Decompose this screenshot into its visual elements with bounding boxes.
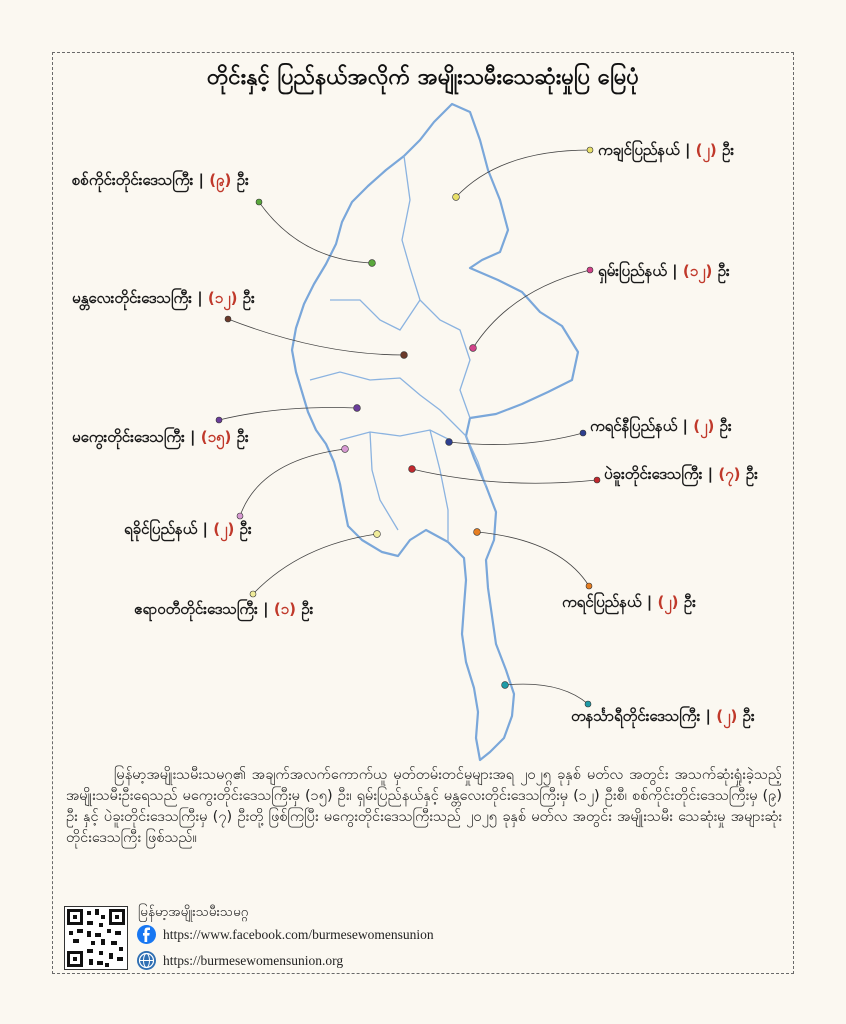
label-marker-bago — [594, 477, 600, 483]
region-label-sagaing: စစ်ကိုင်းတိုင်းဒေသကြီး | (၉) ဦး — [72, 171, 249, 189]
region-count: (၁၅) — [200, 428, 232, 446]
label-marker-kachin — [587, 147, 593, 153]
map-marker-shan — [470, 345, 477, 352]
leader-line-tanintharyi — [505, 684, 588, 704]
region-name: ကရင်ပြည်နယ် — [562, 593, 642, 611]
globe-www-icon — [137, 951, 156, 970]
region-label-bago: ပဲခူးတိုင်းဒေသကြီး | (၇) ဦး — [604, 465, 758, 483]
region-unit: ဦး — [234, 520, 252, 538]
org-name: မြန်မာ့အမျိုးသမီးသမဂ္ဂ — [138, 904, 249, 920]
region-label-kachin: ကချင်ပြည်နယ် | (၂) ဦး — [598, 141, 735, 159]
map-marker-bago — [409, 466, 416, 473]
region-unit: ဦး — [295, 600, 314, 618]
leader-line-rakhine — [240, 449, 345, 516]
map-marker-kachin — [453, 194, 460, 201]
region-label-kayin: ကရင်ပြည်နယ် | (၂) ဦး — [562, 593, 696, 611]
region-count: (၂) — [657, 593, 679, 611]
region-unit: ဦး — [237, 289, 255, 307]
region-unit: ဦး — [740, 465, 758, 483]
description-paragraph: မြန်မာ့အမျိုးသမီးသမဂ္ဂ၏ အချက်အလက်ကောက်ယူ မှတ်တမ်းတင်မှုများအရ ၂၀၂၅ ခုနှစ် မတ်လ အတွင်း အသက်ဆုံးရှုံးခဲ့သည့် အမျိုးသမီးဦးရေသည် မကွေးတိုင်းဒေသကြီးမှ (၁၅) ဦး၊ ရှမ်းပြည်နယ်နှင့် မန္တလေးတိုင်းဒေသကြီးမှ (၁၂) ဦးစီ၊ စစ်ကိုင်းတိုင်းဒေသကြီးမှ (၉) ဦး နှင့် ပဲခူးတိုင်းဒေသကြီးမှ (၇) ဦးတို့ ဖြစ်ကြပြီး မကွေးတိုင်းဒေသကြီးသည် ၂၀၂၅ ခုနှစ် မတ်လ အတွင်း အမျိုးသမီး သေဆုံးမှု အများဆုံး တိုင်းဒေသကြီး ဖြစ်သည်။ — [66, 767, 782, 846]
region-label-ayeyarwady: ဧရာဝတီတိုင်းဒေသကြီး | (၁) ဦး — [134, 600, 314, 618]
label-marker-kayin — [586, 583, 592, 589]
region-label-shan: ရှမ်းပြည်နယ် | (၁၂) ဦး — [598, 262, 730, 280]
label-marker-ayeyarwady — [250, 591, 256, 597]
region-count: (၁) — [273, 600, 296, 618]
region-name: မကွေးတိုင်းဒေသကြီး — [72, 428, 185, 446]
label-marker-magway — [216, 417, 222, 423]
region-label-mandalay: မန္တလေးတိုင်းဒေသကြီး | (၁၂) ဦး — [72, 289, 255, 307]
map-marker-magway — [354, 405, 361, 412]
region-name: ဧရာဝတီတိုင်းဒေသကြီး — [134, 600, 258, 618]
region-count: (၂) — [716, 707, 738, 725]
region-unit: ဦး — [716, 141, 735, 159]
region-unit: ဦး — [231, 171, 249, 189]
region-count: (၇) — [718, 465, 741, 483]
region-name: ရှမ်းပြည်နယ် — [598, 262, 667, 280]
region-count: (၉) — [209, 171, 232, 189]
map-marker-mandalay — [401, 352, 408, 359]
qr-code — [64, 906, 128, 970]
region-name: ကရင်နီပြည်နယ် — [590, 417, 678, 435]
region-count: (၂) — [695, 141, 717, 159]
region-name: စစ်ကိုင်းတိုင်းဒေသကြီး — [72, 171, 194, 189]
region-count: (၁၂) — [682, 262, 713, 280]
region-name: ပဲခူးတိုင်းဒေသကြီး — [604, 465, 703, 483]
leader-line-shan — [473, 270, 590, 348]
website-link[interactable]: https://burmesewomensunion.org — [163, 953, 344, 968]
label-marker-shan — [587, 267, 593, 273]
region-label-tanintharyi: တနင်္သာရီတိုင်းဒေသကြီး | (၂) ဦး — [571, 707, 755, 725]
facebook-icon — [137, 925, 156, 944]
region-unit: ဦး — [712, 262, 730, 280]
region-label-rakhine: ရခိုင်ပြည်နယ် | (၂) ဦး — [124, 520, 252, 538]
facebook-link[interactable]: https://www.facebook.com/burmesewomensunion — [163, 927, 434, 942]
leader-line-kachin — [456, 150, 590, 197]
leader-line-magway — [219, 408, 357, 421]
leader-line-mandalay — [228, 319, 404, 355]
region-unit: ဦး — [231, 428, 249, 446]
map-marker-rakhine — [342, 446, 349, 453]
leader-line-ayeyarwady — [253, 534, 377, 594]
region-name: ကချင်ပြည်နယ် — [598, 141, 680, 159]
leader-lines — [216, 147, 600, 707]
region-label-kayah: ကရင်နီပြည်နယ် | (၂) ဦး — [590, 417, 732, 435]
region-unit: ဦး — [737, 707, 755, 725]
label-marker-sagaing — [256, 199, 262, 205]
region-name: တနင်္သာရီတိုင်းဒေသကြီး — [571, 707, 701, 725]
region-unit: ဦး — [714, 417, 732, 435]
region-count: (၁၂) — [207, 289, 238, 307]
label-marker-mandalay — [225, 316, 231, 322]
map-marker-kayah — [446, 439, 453, 446]
map-title: တိုင်းနှင့် ပြည်နယ်အလိုက် အမျိုးသမီးသေဆုံးမှုပြ မြေပုံ — [207, 65, 639, 90]
region-label-magway: မကွေးတိုင်းဒေသကြီး | (၁၅) ဦး — [72, 428, 249, 446]
region-name: ရခိုင်ပြည်နယ် — [124, 520, 198, 538]
region-name: မန္တလေးတိုင်းဒေသကြီး — [72, 289, 192, 307]
label-marker-rakhine — [237, 513, 243, 519]
map-marker-ayeyarwady — [374, 531, 381, 538]
map-marker-tanintharyi — [502, 682, 509, 689]
map-marker-kayin — [474, 529, 481, 536]
map-marker-sagaing — [369, 260, 376, 267]
region-count: (၂) — [693, 417, 715, 435]
label-marker-kayah — [580, 430, 586, 436]
leader-line-sagaing — [259, 202, 372, 263]
region-unit: ဦး — [678, 593, 696, 611]
region-count: (၂) — [213, 520, 235, 538]
